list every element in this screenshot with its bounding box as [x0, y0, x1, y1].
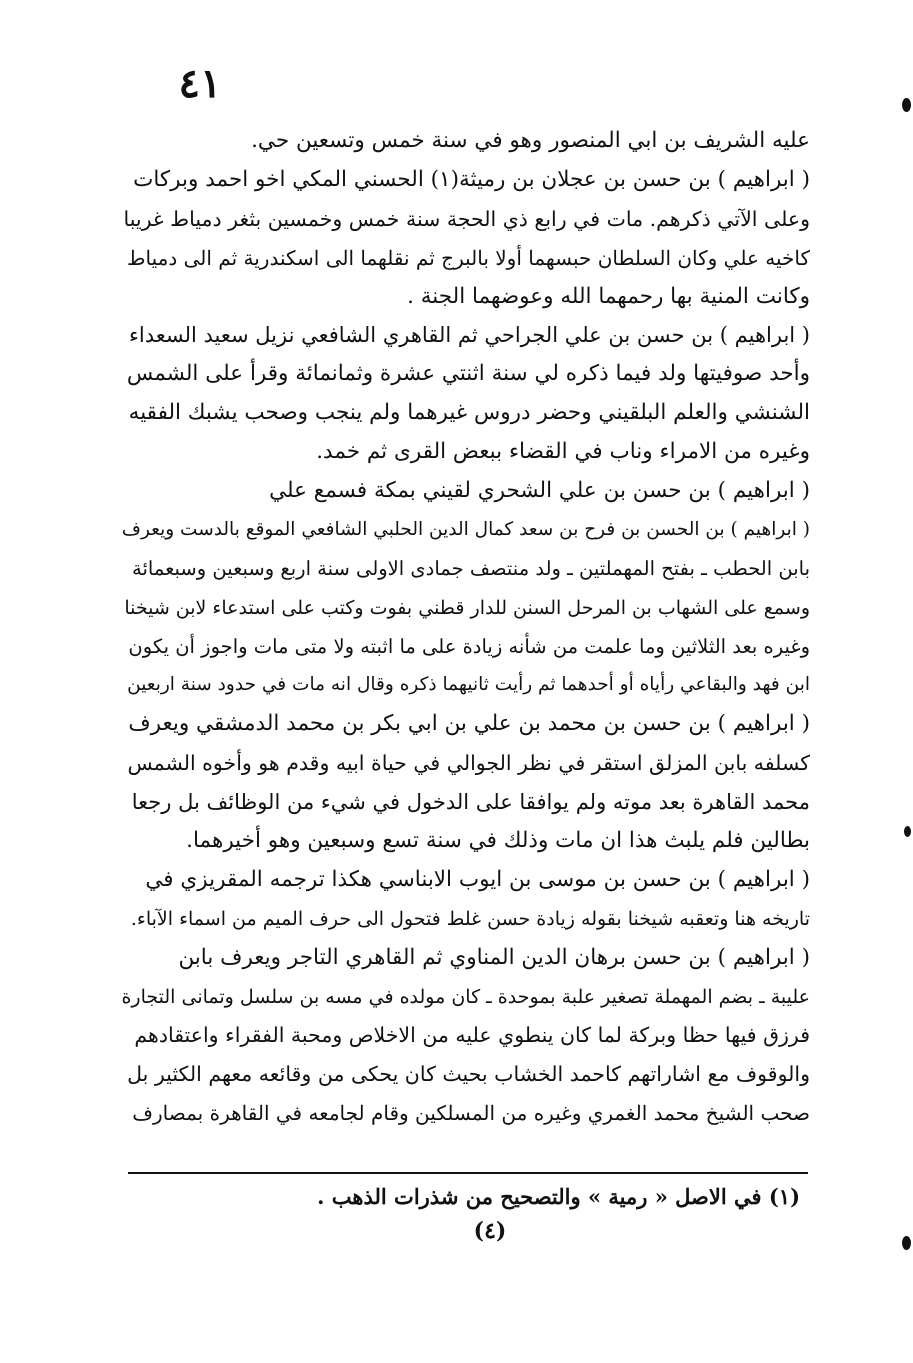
- body-text: [120, 122, 810, 1133]
- text-line: عليه الشريف بن ابي المنصور وهو في سنة خمس وتسعين حي.: [251, 128, 810, 153]
- page-number: ٤١: [178, 60, 222, 107]
- text-line: ( ابراهيم ) بن حسن بن عجلان بن رميثة(١) الحسني المكي اخو احمد وبركات: [133, 166, 810, 192]
- text-line: وكانت المنية بها رحمهما الله وعوضهما الجنة .: [407, 283, 810, 309]
- text-line: فرزق فيها حظا وبركة لما كان ينطوي عليه من الاخلاص ومحبة الفقراء واعتقادهم: [134, 1023, 810, 1048]
- text-line: الشنشي والعلم البلقيني وحضر دروس غيرهما ولم ينجب وصحب يشبك الفقيه: [128, 400, 810, 426]
- sheet-signature: (٤): [473, 1218, 507, 1244]
- text-line: ( ابراهيم ) بن حسن بن علي الجراحي ثم القاهري الشافعي نزيل سعيد السعداء: [128, 323, 810, 348]
- text-line: تاريخه هنا وتعقبه شيخنا بقوله زيادة حسن غلط فتحول الى حرف الميم من اسماء الآباء.: [130, 907, 810, 930]
- text-line: عليبة ـ بضم المهملة تصغير علبة بموحدة ـ كان مولده في مسه بن سلسل وتمانى التجارة: [121, 985, 810, 1008]
- binding-hole-mark: [902, 1236, 911, 1250]
- text-line: بابن الحطب ـ بفتح المهملتين ـ ولد منتصف جمادى الاولى سنة اربع وسبعين وسبعمائة: [132, 556, 810, 580]
- footnote: (١) في الاصل « رمية » والتصحيح من شذرات الذهب .: [317, 1184, 800, 1209]
- binding-hole-mark: [904, 826, 911, 837]
- binding-hole-mark: [902, 98, 911, 112]
- text-line: وسمع على الشهاب بن المرحل السنن للدار قطني بفوت وكتب على استدعاء لابن شيخنا: [124, 596, 810, 619]
- text-line: وغيره من الامراء وناب في القضاء ببعض القرى ثم خمد.: [316, 439, 810, 465]
- text-line: كاخيه علي وكان السلطان حبسهما أولا بالبرج ثم نقلهما الى اسكندرية ثم الى دمياط: [127, 245, 810, 270]
- text-line: بطالين فلم يلبث هذا ان مات وذلك في سنة تسع وسبعين وهو أخيرهما.: [186, 828, 810, 854]
- text-line: ابن فهد والبقاعي رأياه أو أحدهما ثم رأيت ثانيهما ذكره وقال انه مات في حدود سنة اربعين: [127, 674, 810, 696]
- text-line: ( ابراهيم ) بن حسن برهان الدين المناوي ثم القاهري التاجر ويعرف بابن: [178, 944, 810, 970]
- text-line: كسلفه بابن المزلق استقر في نظر الجوالي في حياة ابيه وقدم هو وأخوه الشمس: [127, 751, 810, 776]
- text-line: ( ابراهيم ) بن حسن بن علي الشحري لقيني بمكة فسمع علي: [269, 478, 810, 504]
- text-line: ( ابراهيم ) بن حسن بن موسى بن ايوب الابناسي هكذا ترجمه المقريزي في: [145, 866, 810, 892]
- text-line: صحب الشيخ محمد الغمري وغيره من المسلكين وقام لجامعه في القاهرة بمصارف: [132, 1101, 810, 1126]
- text-line: ( ابراهيم ) بن الحسن بن فرح بن سعد كمال الدين الحلبي الشافعي الموقع بالدست ويعرف: [121, 518, 810, 540]
- text-line: والوقوف مع اشاراتهم كاحمد الخشاب بحيث كان يحكى من وقائعه معهم الكثير بل: [127, 1062, 810, 1087]
- text-line: وغيره بعد الثلاثين وما علمت من شأنه زيادة على ما اثبته ولا متى مات واجوز أن يكون: [128, 634, 810, 658]
- text-line: ( ابراهيم ) بن حسن بن محمد بن علي بن ابي بكر بن محمد الدمشقي ويعرف: [128, 711, 810, 737]
- text-line: محمد القاهرة بعد موته ولم يوافقا على الدخول في شيء من الوظائف بل رجعا: [131, 790, 810, 815]
- text-line: وأحد صوفيتها ولد فيما ذكره لي سنة اثنتي عشرة وثمانمائة وقرأ على الشمس: [126, 361, 810, 387]
- footnote-divider: [128, 1172, 808, 1174]
- text-line: وعلى الآتي ذكرهم. مات في رابع ذي الحجة سنة خمس وخمسين بثغر دمياط غريبا: [123, 206, 810, 231]
